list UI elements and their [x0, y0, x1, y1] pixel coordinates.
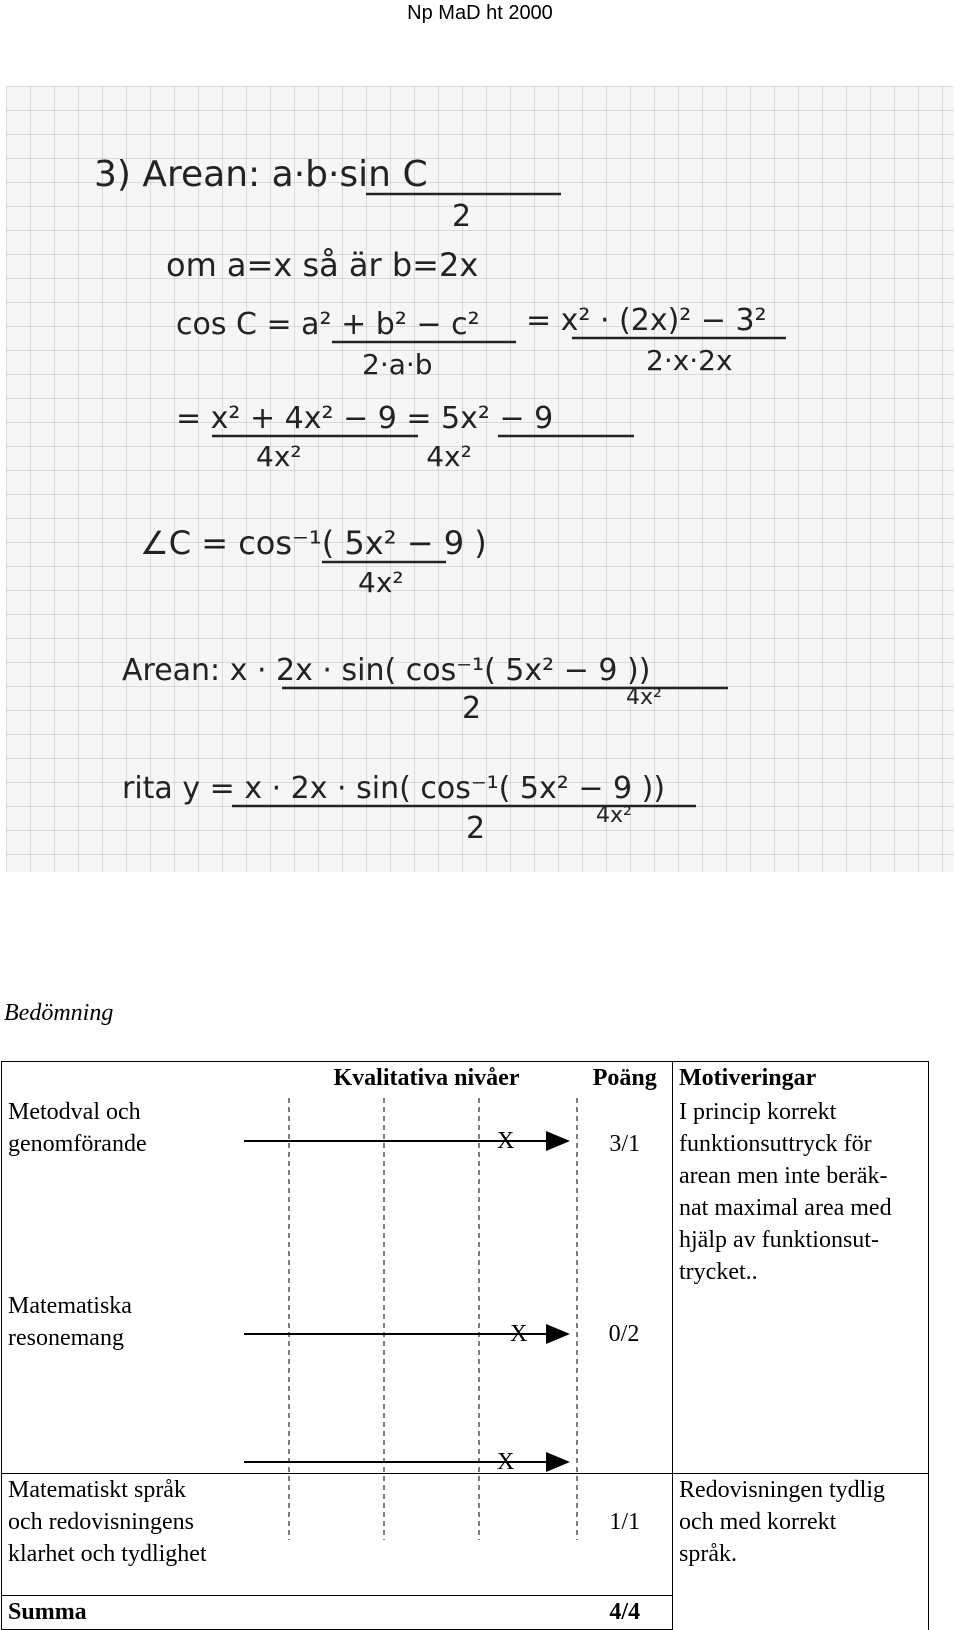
motivation-line: Redovisningen tydlig [679, 1477, 885, 1503]
criterion-label: resonemang [8, 1325, 124, 1351]
solution-line-7-denominator: 2 [466, 811, 486, 846]
criterion-label: Metodval och [8, 1098, 141, 1125]
solution-line-7-inner-denominator: 4x² [596, 803, 632, 828]
criterion-header [2, 1062, 242, 1096]
levels-cell [242, 1384, 578, 1474]
assessment-title: Bedömning [4, 1000, 114, 1026]
solution-line-6-inner-denominator: 4x² [626, 685, 662, 710]
criterion-cell [2, 1096, 242, 1384]
motivation-line: språk. [679, 1541, 737, 1567]
points-cell: 1/1 [578, 1474, 673, 1596]
handwriting-layer [6, 86, 954, 872]
levels-header: Kvalitativa nivåer [242, 1062, 578, 1096]
level-mark: X [510, 1321, 528, 1347]
criterion-label: klarhet och tydlighet [8, 1541, 207, 1567]
row-resonemang [2, 1384, 929, 1474]
sum-points: 4/4 [578, 1596, 673, 1630]
levels-cell [242, 1096, 578, 1384]
level-mark: X [497, 1449, 515, 1475]
solution-line-3-left: cos C = a² + b² − c² [176, 307, 480, 342]
criterion-label: Matematiskt språk [8, 1477, 186, 1503]
solution-line-7: rita y = x · 2x · sin( cos⁻¹( 5x² − 9 )) [122, 771, 666, 806]
points-header: Poäng [578, 1062, 673, 1096]
solution-line-3-right: = x² · (2x)² − 3² [526, 303, 767, 338]
solution-line-3-left-denominator: 2·a·b [362, 348, 433, 381]
sum-spacer [242, 1596, 578, 1630]
handwritten-solution-scan [6, 86, 954, 872]
motivation-line: hjälp av funktionsut- [679, 1226, 879, 1253]
assessment-table [1, 1061, 929, 1630]
solution-line-1: 3) Arean: a·b·sin C [94, 154, 428, 195]
points-cell [578, 1384, 673, 1474]
points-cell: 3/1 [609, 1130, 641, 1157]
motivation-cell [673, 1096, 929, 1384]
motivation-line: I princip korrekt [679, 1098, 837, 1125]
motivation-line: nat maximal area med [679, 1194, 892, 1221]
solution-line-5: ∠C = cos⁻¹( 5x² − 9 ) [140, 524, 487, 562]
solution-line-3-right-denominator: 2·x·2x [646, 344, 733, 377]
sum-label: Summa [2, 1596, 242, 1630]
motivation-line: arean men inte beräk- [679, 1162, 888, 1189]
criterion-cell [2, 1474, 242, 1596]
motivation-cell [673, 1384, 929, 1474]
motivation-line: funktionsuttryck för [679, 1130, 872, 1157]
criterion-label: Matematiska [8, 1293, 132, 1319]
sum-empty [673, 1596, 929, 1630]
motivation-cell [673, 1474, 929, 1596]
solution-line-5-denominator: 4x² [358, 566, 404, 599]
motivation-line: och med korrekt [679, 1509, 837, 1535]
criterion-label: genomförande [8, 1130, 147, 1157]
solution-line-1-denominator: 2 [452, 199, 472, 234]
solution-line-2: om a=x så är b=2x [166, 246, 479, 284]
sum-row [2, 1596, 929, 1630]
solution-line-6: Arean: x · 2x · sin( cos⁻¹( 5x² − 9 )) [122, 653, 651, 688]
row-sprak [2, 1474, 929, 1596]
solution-line-4: = x² + 4x² − 9 = 5x² − 9 [176, 401, 554, 436]
criterion-cell [2, 1384, 242, 1474]
criterion-label: och redovisningens [8, 1509, 194, 1535]
motivation-line: trycket.. [679, 1258, 758, 1285]
solution-line-6-denominator: 2 [462, 691, 482, 726]
levels-cell [242, 1474, 578, 1596]
level-mark: X [497, 1128, 515, 1154]
motivations-header: Motiveringar [673, 1062, 929, 1096]
points-resonemang: 0/2 [608, 1321, 640, 1347]
solution-line-4-denominator: 4x² 4x² [256, 440, 472, 473]
page-header-title: Np MaD ht 2000 [407, 2, 553, 24]
row-metodval [2, 1096, 929, 1384]
